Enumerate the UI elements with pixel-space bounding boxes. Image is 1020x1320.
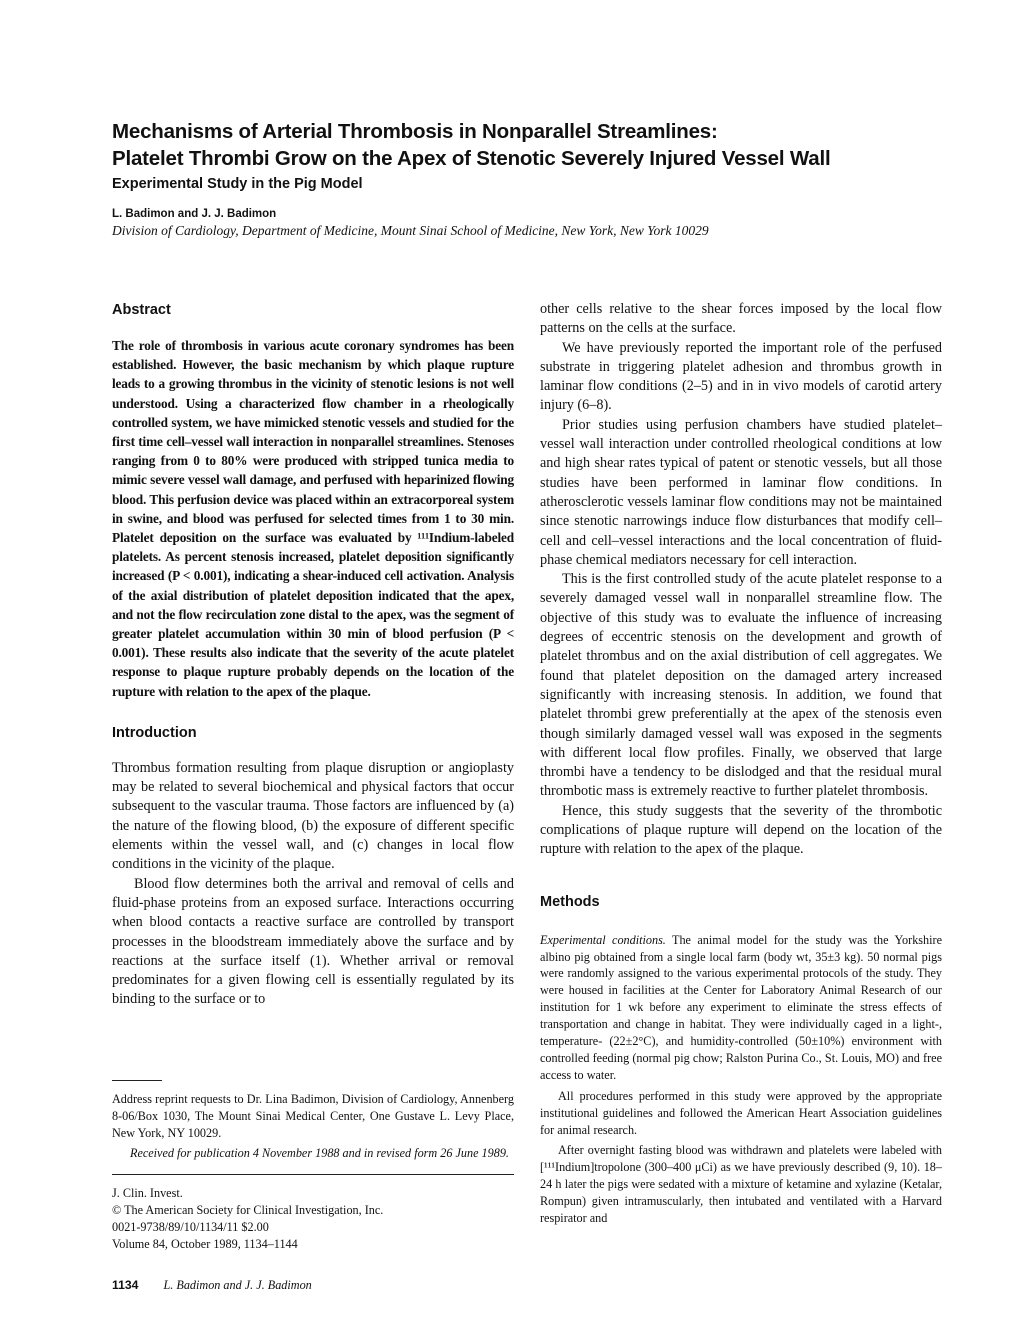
reprint-address: Address reprint requests to Dr. Lina Badimon, Division of Cardiology, Annenberg 8-06/Box 1030, The Mount Sinai Medical Center, One Gustave L. Levy Place, New York, NY 10029.	[112, 1092, 514, 1140]
title-line-2: Platelet Thrombi Grow on the Apex of Stenotic Severely Injured Vessel Wall	[112, 147, 831, 170]
journal-name: J. Clin. Invest.	[112, 1186, 183, 1201]
left-column	[112, 296, 514, 1010]
subtitle: Experimental Study in the Pig Model	[112, 176, 363, 192]
copyright: © The American Society for Clinical Investigation, Inc.	[112, 1202, 384, 1217]
intro-paragraph: Thrombus formation resulting from plaque disruption or angioplasty may be related to several biochemical and physical factors that occur subsequent to the vascular trauma. Those factors are influenced by (a) the nature of the flowing blood, (b) the exposure of different specific elements within the vessel wall, and (c) changes in local flow conditions in the vicinity of the plaque.	[112, 759, 514, 873]
intro-paragraph: Hence, this study suggests that the severity of the thrombotic complications of plaque rupture will depend on the location of the rupture with relation to the apex of the plaque.	[540, 802, 942, 858]
methods-heading: Methods	[540, 893, 600, 910]
methods-text: The animal model for the study was the Yorkshire albino pig obtained from a single local farm (body wt, 35±3 kg). 50 normal pigs were randomly assigned to the various experimental protocols of the study. They were housed in facilities at the Center for Laboratory Animal Research of our institution for 1 wk before any experiment to eliminate the stress effects of transportation and change in habitat. They were individually caged in a light-, temperature- (22±2°C), and humidity-controlled (50±10%) environment with controlled feeding (normal pig chow; Ralston Purina Co., St. Louis, MO) and free access to water.	[540, 932, 942, 1082]
affiliation: Division of Cardiology, Department of Medicine, Mount Sinai School of Medicine, New York, New York 10029	[112, 223, 709, 238]
page-footer	[112, 1278, 312, 1293]
methods-subhead: Experimental conditions.	[540, 932, 666, 947]
intro-paragraph: This is the first controlled study of the acute platelet response to a severely damaged vessel wall in nonparallel streamline flow. The objective of this study was to evaluate the influence of increasing degrees of eccentric stenosis on the development and growth of platelet thrombus and on the axial distribution of cell aggregates. We found that platelet deposition on the damaged artery increased significantly with increasing stenosis. In addition, we found that platelet thrombi grew preferentially at the apex of the stenosis even though similarly damaged vessel wall was exposed in the segments with different local flow profiles. Finally, we observed that large thrombi have a tendency to be dislodged and that the residual mural thrombotic mass is extremely reactive to further platelet thrombosis.	[540, 571, 942, 800]
introduction-heading: Introduction	[112, 724, 197, 741]
journal-rule	[112, 1174, 514, 1175]
volume-info: Volume 84, October 1989, 1134–1144	[112, 1236, 298, 1251]
right-column	[540, 300, 942, 1227]
issn-code: 0021-9738/89/10/1134/11 $2.00	[112, 1219, 269, 1234]
methods-paragraph: All procedures performed in this study were approved by the appropriate institutional guidelines and followed the American Heart Association guidelines for animal research.	[540, 1088, 942, 1137]
intro-paragraph: We have previously reported the important role of the perfused substrate in triggering platelet adhesion and thrombus growth in laminar flow conditions (2–5) and in in vivo models of carotid artery injury (6–8).	[540, 339, 942, 414]
authors: L. Badimon and J. J. Badimon	[112, 208, 277, 220]
abstract-heading: Abstract	[112, 302, 171, 318]
footnotes	[112, 1080, 514, 1252]
intro-paragraph: other cells relative to the shear forces imposed by the local flow patterns on the cells at the surface.	[540, 301, 942, 337]
intro-paragraph: Prior studies using perfusion chambers have studied platelet–vessel wall interaction under controlled rheological conditions at low and high shear rates typical of patent or stenotic vessels, but all those studies have been performed in laminar flow conditions. In atherosclerotic vessels laminar flow conditions may not be maintained since stenotic narrowings induce flow disturbances that modify cell–cell and cell–vessel interactions and the local concentration of fluid-phase chemical mediators necessary for cell interaction.	[540, 416, 942, 568]
running-head: L. Badimon and J. J. Badimon	[163, 1278, 312, 1292]
received-date: Received for publication 4 November 1988 and in revised form 26 June 1989.	[130, 1146, 509, 1161]
methods-paragraph	[540, 932, 942, 1084]
page-number: 1134	[112, 1278, 139, 1292]
title-line-1: Mechanisms of Arterial Thrombosis in Nonparallel Streamlines:	[112, 120, 718, 143]
intro-paragraph: Blood flow determines both the arrival and removal of cells and fluid-phase proteins from an exposed surface. Interactions occurring when blood contacts a reactive surface are controlled by transport processes in the bloodstream immediately above the surface and by reactions at the surface itself (1). Whether arrival or removal predominates for a given flowing cell is essentially regulated by its binding to the surface or to	[112, 875, 514, 1008]
footnote-rule	[112, 1080, 162, 1081]
abstract-text: The role of thrombosis in various acute coronary syndromes has been established. However, the basic mechanism by which plaque rupture leads to a growing thrombus in the vicinity of stenotic lesions is not well understood. Using a characterized flow chamber in a rheologically controlled system, we have mimicked stenotic vessels and studied for the first time cell–vessel wall interaction in nonparallel streamlines. Stenoses ranging from 0 to 80% were produced with stripped tunica media to mimic severe vessel wall damage, and perfused with heparinized flowing blood. This perfusion device was placed within an extracorporeal system in swine, and blood was perfused for selected times from 1 to 30 min. Platelet deposition on the surface was evaluated by ¹¹¹Indium-labeled platelets. As percent stenosis increased, platelet deposition significantly increased (P < 0.001), indicating a shear-induced cell activation. Analysis of the axial distribution of platelet deposition indicated that the apex, and not the flow recirculation zone distal to the apex, was the segment of greater platelet accumulation within 30 min of blood perfusion (P < 0.001). These results also indicate that the severity of the acute platelet response to plaque rupture probably depends on the location of the rupture with relation to the apex of the plaque.	[112, 338, 514, 699]
methods-paragraph: After overnight fasting blood was withdrawn and platelets were labeled with [¹¹¹Indium]tropolone (300–400 μCi) as we have previously described (9, 10). 18–24 h later the pigs were sedated with a mixture of ketamine and xylazine (Ketalar, Rompun) given intramuscularly, then intubated and ventilated with a Harvard respirator and	[540, 1143, 942, 1226]
